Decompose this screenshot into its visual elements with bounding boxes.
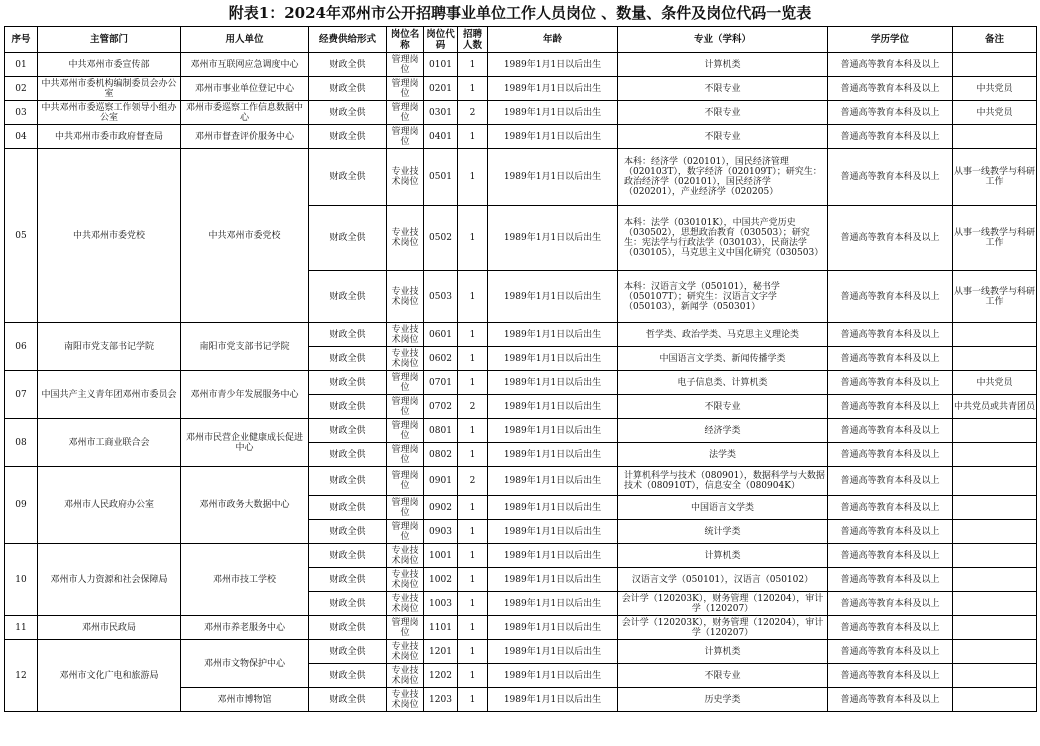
cell-code: 1003 [424,592,458,616]
cell-dept: 中共邓州市委市政府督查局 [38,125,181,149]
cell-seq: 01 [5,53,38,77]
cell-seq: 03 [5,101,38,125]
cell-post: 管理岗位 [387,467,424,496]
cell-major: 不限专业 [618,395,828,419]
cell-seq: 12 [5,640,38,712]
cell-edu: 普通高等教育本科及以上 [828,271,953,323]
cell-major: 不限专业 [618,664,828,688]
cell-unit: 中共邓州市委党校 [181,149,309,323]
cell-post: 管理岗位 [387,395,424,419]
cell-edu: 普通高等教育本科及以上 [828,520,953,544]
cell-note [953,347,1037,371]
cell-code: 0501 [424,149,458,206]
cell-fund: 财政全供 [309,467,387,496]
cell-unit: 邓州市文物保护中心 [181,640,309,688]
cell-major: 会计学（120203K），财务管理（120204），审计学（120207） [618,592,828,616]
cell-age: 1989年1月1日以后出生 [488,77,618,101]
cell-seq: 10 [5,544,38,616]
cell-dept: 中国共产主义青年团邓州市委员会 [38,371,181,419]
cell-major: 会计学（120203K），财务管理（120204），审计学（120207） [618,616,828,640]
cell-edu: 普通高等教育本科及以上 [828,664,953,688]
cell-major: 中国语言文学类、新闻传播学类 [618,347,828,371]
cell-fund: 财政全供 [309,271,387,323]
cell-post: 专业技术岗位 [387,664,424,688]
header-age: 年龄 [488,27,618,53]
cell-edu: 普通高等教育本科及以上 [828,592,953,616]
cell-major: 计算机科学与技术（080901），数据科学与大数据技术（080910T），信息安全（080904K） [618,467,828,496]
cell-major: 中国语言文学类 [618,496,828,520]
cell-code: 1202 [424,664,458,688]
cell-edu: 普通高等教育本科及以上 [828,101,953,125]
cell-count: 1 [458,271,488,323]
cell-fund: 财政全供 [309,664,387,688]
cell-seq: 06 [5,323,38,371]
cell-count: 1 [458,520,488,544]
cell-count: 1 [458,419,488,443]
cell-age: 1989年1月1日以后出生 [488,520,618,544]
cell-count: 1 [458,53,488,77]
cell-major: 电子信息类、计算机类 [618,371,828,395]
cell-age: 1989年1月1日以后出生 [488,347,618,371]
cell-count: 1 [458,347,488,371]
cell-major: 不限专业 [618,77,828,101]
cell-code: 1201 [424,640,458,664]
cell-age: 1989年1月1日以后出生 [488,496,618,520]
cell-note [953,568,1037,592]
cell-seq: 02 [5,77,38,101]
cell-age: 1989年1月1日以后出生 [488,592,618,616]
cell-note [953,688,1037,712]
cell-code: 0702 [424,395,458,419]
header-seq: 序号 [5,27,38,53]
cell-count: 1 [458,688,488,712]
cell-code: 0903 [424,520,458,544]
cell-major: 计算机类 [618,640,828,664]
cell-code: 0701 [424,371,458,395]
cell-fund: 财政全供 [309,419,387,443]
cell-count: 2 [458,101,488,125]
cell-unit: 邓州市互联网应急调度中心 [181,53,309,77]
cell-fund: 财政全供 [309,544,387,568]
cell-code: 1001 [424,544,458,568]
table-row [5,640,1037,664]
cell-fund: 财政全供 [309,323,387,347]
cell-edu: 普通高等教育本科及以上 [828,395,953,419]
cell-major: 本科：汉语言文学（050101），秘书学（050107T）；研究生：汉语言文字学（050103），新闻学（050301） [618,271,828,323]
cell-code: 1101 [424,616,458,640]
cell-count: 1 [458,568,488,592]
cell-age: 1989年1月1日以后出生 [488,125,618,149]
cell-fund: 财政全供 [309,395,387,419]
cell-unit: 邓州市委巡察工作信息数据中心 [181,101,309,125]
cell-post: 专业技术岗位 [387,149,424,206]
cell-note [953,467,1037,496]
cell-post: 管理岗位 [387,101,424,125]
cell-fund: 财政全供 [309,53,387,77]
positions-table [4,26,1037,712]
cell-count: 1 [458,443,488,467]
cell-count: 1 [458,496,488,520]
cell-note: 从事一线教学与科研工作 [953,271,1037,323]
cell-major: 汉语言文学（050101），汉语言（050102） [618,568,828,592]
cell-fund: 财政全供 [309,688,387,712]
cell-dept: 中共邓州市委宣传部 [38,53,181,77]
cell-edu: 普通高等教育本科及以上 [828,371,953,395]
cell-fund: 财政全供 [309,347,387,371]
header-unit: 用人单位 [181,27,309,53]
cell-edu: 普通高等教育本科及以上 [828,53,953,77]
cell-count: 1 [458,664,488,688]
cell-count: 1 [458,206,488,271]
cell-fund: 财政全供 [309,101,387,125]
cell-edu: 普通高等教育本科及以上 [828,149,953,206]
cell-code: 0602 [424,347,458,371]
cell-post: 管理岗位 [387,616,424,640]
cell-age: 1989年1月1日以后出生 [488,149,618,206]
cell-post: 管理岗位 [387,419,424,443]
cell-seq: 05 [5,149,38,323]
cell-edu: 普通高等教育本科及以上 [828,419,953,443]
header-count: 招聘人数 [458,27,488,53]
cell-count: 1 [458,125,488,149]
cell-fund: 财政全供 [309,496,387,520]
cell-edu: 普通高等教育本科及以上 [828,77,953,101]
cell-post: 管理岗位 [387,77,424,101]
cell-code: 0601 [424,323,458,347]
header-edu: 学历学位 [828,27,953,53]
cell-age: 1989年1月1日以后出生 [488,206,618,271]
table-row [5,101,1037,125]
cell-major: 经济学类 [618,419,828,443]
cell-note [953,443,1037,467]
cell-major: 哲学类、政治学类、马克思主义理论类 [618,323,828,347]
header-major: 专业（学科） [618,27,828,53]
table-row [5,419,1037,443]
cell-post: 管理岗位 [387,496,424,520]
cell-edu: 普通高等教育本科及以上 [828,688,953,712]
cell-dept: 中共邓州市委党校 [38,149,181,323]
cell-code: 0201 [424,77,458,101]
cell-note: 中共党员 [953,77,1037,101]
cell-major: 本科：经济学（020101），国民经济管理（020103T），数字经济（020109T）；研究生：政治经济学（020101），国民经济学（020201），产业经济学（020205） [618,149,828,206]
cell-note: 中共党员 [953,101,1037,125]
cell-code: 0902 [424,496,458,520]
cell-dept: 邓州市人力资源和社会保障局 [38,544,181,616]
header-row [5,27,1037,53]
cell-edu: 普通高等教育本科及以上 [828,496,953,520]
cell-age: 1989年1月1日以后出生 [488,53,618,77]
cell-edu: 普通高等教育本科及以上 [828,443,953,467]
cell-post: 专业技术岗位 [387,206,424,271]
cell-edu: 普通高等教育本科及以上 [828,206,953,271]
cell-fund: 财政全供 [309,149,387,206]
cell-edu: 普通高等教育本科及以上 [828,347,953,371]
table-row [5,544,1037,568]
cell-code: 0503 [424,271,458,323]
cell-count: 2 [458,467,488,496]
cell-major: 统计学类 [618,520,828,544]
cell-major: 法学类 [618,443,828,467]
cell-code: 1203 [424,688,458,712]
cell-post: 管理岗位 [387,53,424,77]
cell-note [953,664,1037,688]
cell-count: 1 [458,77,488,101]
cell-age: 1989年1月1日以后出生 [488,544,618,568]
cell-dept: 邓州市文化广电和旅游局 [38,640,181,712]
cell-count: 1 [458,544,488,568]
cell-note [953,496,1037,520]
cell-code: 0401 [424,125,458,149]
cell-major: 计算机类 [618,53,828,77]
table-row [5,125,1037,149]
cell-code: 1002 [424,568,458,592]
cell-post: 专业技术岗位 [387,347,424,371]
cell-code: 0101 [424,53,458,77]
table-row [5,77,1037,101]
cell-code: 0801 [424,419,458,443]
cell-fund: 财政全供 [309,443,387,467]
cell-post: 专业技术岗位 [387,688,424,712]
cell-unit: 邓州市政务大数据中心 [181,467,309,544]
cell-age: 1989年1月1日以后出生 [488,271,618,323]
cell-dept: 邓州市人民政府办公室 [38,467,181,544]
table-row [5,149,1037,206]
cell-unit: 邓州市督查评价服务中心 [181,125,309,149]
cell-unit: 邓州市博物馆 [181,688,309,712]
cell-fund: 财政全供 [309,592,387,616]
cell-age: 1989年1月1日以后出生 [488,101,618,125]
cell-post: 管理岗位 [387,125,424,149]
cell-note [953,520,1037,544]
document-title: 附表1：2024年邓州市公开招聘事业单位工作人员岗位 、数量、条件及岗位代码一览表 [228,4,812,22]
cell-age: 1989年1月1日以后出生 [488,640,618,664]
cell-note [953,125,1037,149]
cell-edu: 普通高等教育本科及以上 [828,544,953,568]
table-row [5,53,1037,77]
cell-count: 1 [458,371,488,395]
cell-edu: 普通高等教育本科及以上 [828,323,953,347]
cell-age: 1989年1月1日以后出生 [488,443,618,467]
cell-age: 1989年1月1日以后出生 [488,568,618,592]
cell-count: 1 [458,149,488,206]
cell-unit: 南阳市党支部书记学院 [181,323,309,371]
cell-dept: 中共邓州市委机构编制委员会办公室 [38,77,181,101]
table-row [5,467,1037,496]
cell-count: 1 [458,323,488,347]
cell-post: 专业技术岗位 [387,640,424,664]
cell-dept: 南阳市党支部书记学院 [38,323,181,371]
cell-fund: 财政全供 [309,206,387,271]
cell-post: 专业技术岗位 [387,568,424,592]
cell-edu: 普通高等教育本科及以上 [828,616,953,640]
cell-post: 管理岗位 [387,371,424,395]
cell-post: 管理岗位 [387,443,424,467]
cell-post: 专业技术岗位 [387,323,424,347]
header-post-code: 岗位代码 [424,27,458,53]
cell-unit: 邓州市事业单位登记中心 [181,77,309,101]
cell-fund: 财政全供 [309,77,387,101]
cell-code: 0301 [424,101,458,125]
cell-count: 2 [458,395,488,419]
cell-unit: 邓州市技工学校 [181,544,309,616]
cell-edu: 普通高等教育本科及以上 [828,568,953,592]
cell-post: 专业技术岗位 [387,271,424,323]
cell-fund: 财政全供 [309,371,387,395]
cell-fund: 财政全供 [309,616,387,640]
cell-dept: 中共邓州市委巡察工作领导小组办公室 [38,101,181,125]
cell-age: 1989年1月1日以后出生 [488,395,618,419]
cell-age: 1989年1月1日以后出生 [488,688,618,712]
cell-fund: 财政全供 [309,568,387,592]
cell-major: 不限专业 [618,101,828,125]
cell-age: 1989年1月1日以后出生 [488,467,618,496]
cell-dept: 邓州市工商业联合会 [38,419,181,467]
table-row [5,616,1037,640]
cell-major: 不限专业 [618,125,828,149]
cell-edu: 普通高等教育本科及以上 [828,640,953,664]
cell-unit: 邓州市养老服务中心 [181,616,309,640]
cell-fund: 财政全供 [309,640,387,664]
cell-edu: 普通高等教育本科及以上 [828,467,953,496]
cell-note: 从事一线教学与科研工作 [953,206,1037,271]
cell-note [953,640,1037,664]
cell-fund: 财政全供 [309,125,387,149]
cell-age: 1989年1月1日以后出生 [488,323,618,347]
cell-unit: 邓州市青少年发展服务中心 [181,371,309,419]
cell-age: 1989年1月1日以后出生 [488,419,618,443]
header-note: 备注 [953,27,1037,53]
cell-seq: 08 [5,419,38,467]
cell-dept: 邓州市民政局 [38,616,181,640]
cell-count: 1 [458,616,488,640]
cell-note [953,53,1037,77]
header-dept: 主管部门 [38,27,181,53]
table-row [5,371,1037,395]
cell-note [953,323,1037,347]
cell-fund: 财政全供 [309,520,387,544]
cell-seq: 11 [5,616,38,640]
cell-code: 0502 [424,206,458,271]
header-post-name: 岗位名称 [387,27,424,53]
cell-age: 1989年1月1日以后出生 [488,371,618,395]
cell-major: 计算机类 [618,544,828,568]
cell-edu: 普通高等教育本科及以上 [828,125,953,149]
cell-age: 1989年1月1日以后出生 [488,664,618,688]
cell-code: 0802 [424,443,458,467]
cell-note: 中共党员或共青团员 [953,395,1037,419]
cell-seq: 07 [5,371,38,419]
cell-seq: 09 [5,467,38,544]
cell-note [953,419,1037,443]
cell-note [953,544,1037,568]
header-fund: 经费供给形式 [309,27,387,53]
table-row [5,323,1037,347]
cell-post: 专业技术岗位 [387,592,424,616]
cell-unit: 邓州市民营企业健康成长促进中心 [181,419,309,467]
cell-post: 专业技术岗位 [387,544,424,568]
cell-count: 1 [458,640,488,664]
cell-seq: 04 [5,125,38,149]
cell-major: 本科：法学（030101K），中国共产党历史（030502），思想政治教育（030503）；研究生：宪法学与行政法学（030103），民商法学（030105），马克思主义中国化研究（030503） [618,206,828,271]
cell-age: 1989年1月1日以后出生 [488,616,618,640]
cell-count: 1 [458,592,488,616]
cell-major: 历史学类 [618,688,828,712]
cell-note: 从事一线教学与科研工作 [953,149,1037,206]
cell-note [953,592,1037,616]
cell-note [953,616,1037,640]
cell-note: 中共党员 [953,371,1037,395]
cell-code: 0901 [424,467,458,496]
cell-post: 管理岗位 [387,520,424,544]
